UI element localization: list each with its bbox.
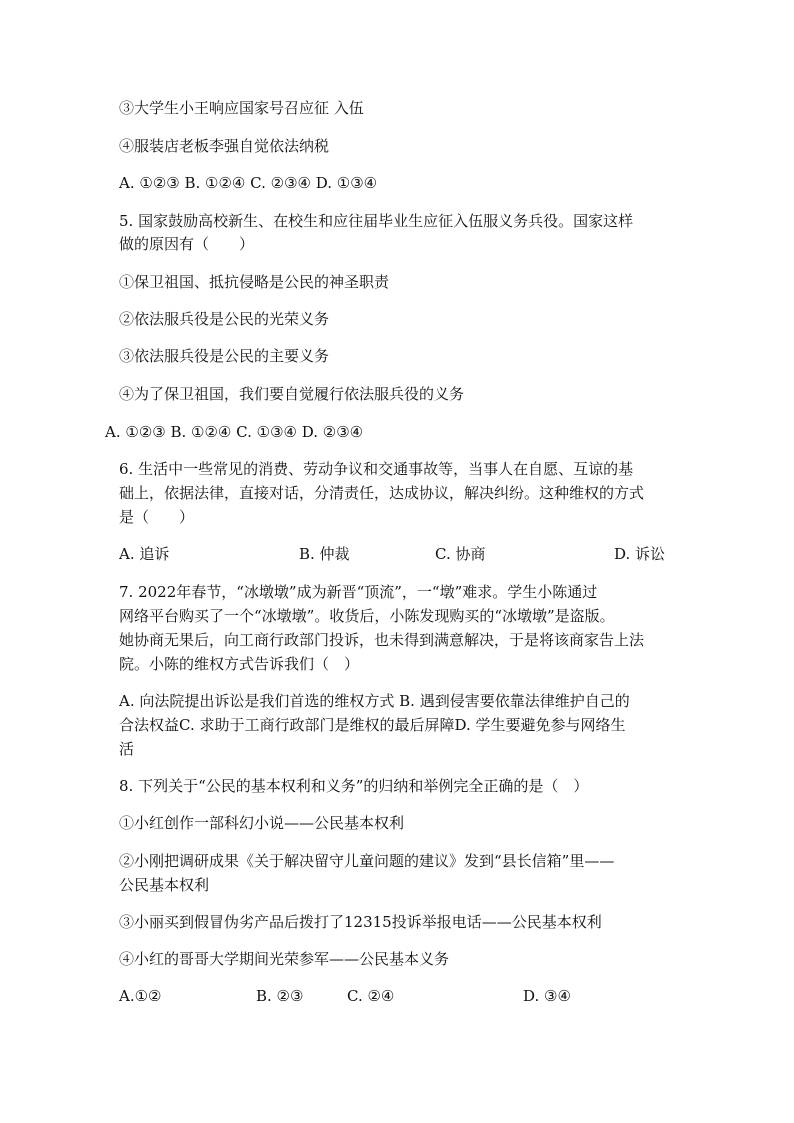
q6-stem-line-1: 6. 生活中一些常见的消费、劳动争议和交通事故等，当事人在自愿、互谅的基 (119, 460, 634, 478)
q8-option-c: C. ②④ (347, 987, 395, 1005)
q7-stem-line-2: 网络平台购买了一个“冰墩墩”。收货后，小陈发现购买的“冰墩墩”是盗版。 (119, 607, 615, 625)
q7-stem-line-3: 她协商无果后，向工商行政部门投诉，也未得到满意解决，于是将该商家告上法 (119, 631, 645, 649)
q6-option-d: D. 诉讼 (614, 545, 666, 563)
q7-stem-line-4: 院。小陈的维权方式告诉我们（ ） (119, 655, 360, 673)
q8-item-1: ①小红创作一部科幻小说——公民基本权利 (119, 814, 405, 832)
q5-stem-line-1: 5. 国家鼓励高校新生、在校生和应往届毕业生应征入伍服义务兵役。国家这样 (119, 212, 634, 230)
q5-options: A. ①②③ B. ①②④ C. ①③④ D. ②③④ (105, 423, 364, 441)
q5-item-2: ②依法服兵役是公民的光荣义务 (119, 310, 330, 328)
q6-option-a: A. 追诉 (119, 545, 170, 563)
q7-stem-line-1: 7. 2022年春节，“冰墩墩”成为新晋“顶流”，一“墩”难求。学生小陈通过 (119, 583, 598, 601)
q8-item-3: ③小丽买到假冒伪劣产品后拨打了12315投诉举报电话——公民基本权利 (119, 913, 602, 931)
q7-options-line-1: A. 向法院提出诉讼是我们首选的维权方式 B. 遇到侵害要依靠法律维护自己的 (119, 692, 630, 710)
q6-stem-line-2: 础上，依据法律，直接对话，分清责任，达成协议，解决纠纷。这种维权的方式 (119, 484, 645, 502)
q8-item-2-line-1: ②小刚把调研成果《关于解决留守儿童问题的建议》发到“县长信箱”里—— (119, 852, 615, 870)
q6-option-c: C. 协商 (435, 545, 486, 563)
q6-option-b: B. 仲裁 (299, 545, 350, 563)
q5-item-1: ①保卫祖国、抵抗侵略是公民的神圣职责 (119, 273, 390, 291)
q8-stem: 8. 下列关于“公民的基本权利和义务”的归纳和举例完全正确的是（ ） (119, 777, 589, 795)
q6-stem-line-3: 是（ ） (119, 508, 195, 526)
q4-item-3: ③大学生小王响应国家号召应征 入伍 (119, 99, 364, 117)
q8-item-4: ④小红的哥哥大学期间光荣参军——公民基本义务 (119, 950, 450, 968)
q8-option-b: B. ②③ (256, 987, 304, 1005)
q5-item-3: ③依法服兵役是公民的主要义务 (119, 347, 330, 365)
q7-options-line-2: 合法权益C. 求助于工商行政部门是维权的最后屏障D. 学生要避免参与网络生 (119, 716, 626, 734)
q5-stem-line-2: 做的原因有（ ） (119, 235, 255, 253)
q8-item-2-line-2: 公民基本权利 (119, 876, 210, 894)
q4-item-4: ④服装店老板李强自觉依法纳税 (119, 137, 330, 155)
q7-options-line-3: 活 (119, 740, 135, 758)
q8-option-a: A.①② (119, 987, 162, 1005)
q5-item-4: ④为了保卫祖国，我们要自觉履行依法服兵役的义务 (119, 385, 465, 403)
q4-options: A. ①②③ B. ①②④ C. ②③④ D. ①③④ (119, 174, 378, 192)
q8-option-d: D. ③④ (523, 987, 571, 1005)
